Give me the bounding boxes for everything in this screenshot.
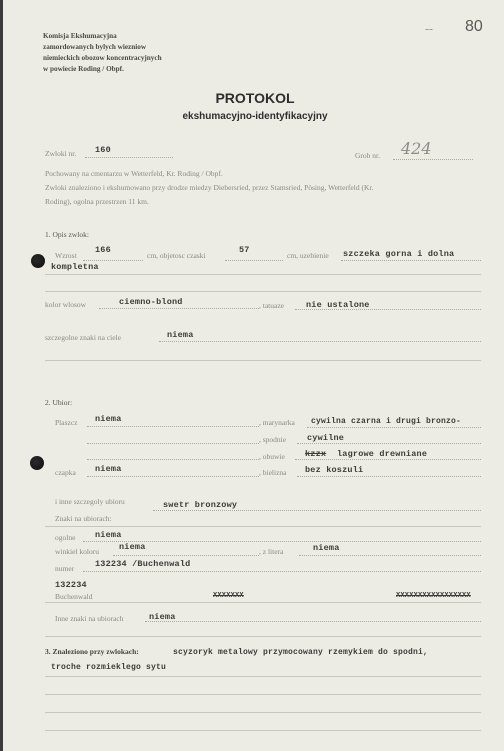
trousers-value: cywilne [307,433,345,443]
punch-hole-bottom [30,456,44,470]
section-2-title: 2. Ubior: [45,398,73,407]
found-items-line-2: troche rozmieklego sytu [51,663,167,672]
height-unit-label: cm, objetosc czaski [147,251,206,260]
commission-line-2: zamordowanych bylych wiezniow [43,43,147,51]
shoes-struck-text: kzzx [305,449,327,459]
burial-line-3: Roding), ogolna przestrzen 11 km. [45,197,149,206]
other-clothing-label: i inne szczegoly ubioru [55,497,125,506]
hair-label: kolor wlosow [45,300,87,309]
grave-label: Grob nr. [355,151,380,160]
teeth-value-continued: kompletna [51,262,99,272]
shoes-label: , obuwie [259,452,285,461]
remains-number: 160 [95,145,111,155]
jacket-value: cywilna czarna i drugi bronzo- [311,417,462,426]
height-value: 166 [95,245,111,255]
general-marks-value: niema [95,530,122,540]
height-label: Wzrost [55,251,77,260]
struck-text-right: XXXXXXXXXXXXXXXXX [396,592,471,600]
body-marks-label: szczegolne znaki na ciele [45,333,121,342]
underwear-value: bez koszuli [305,465,364,475]
dash-mark: -- [425,22,434,36]
other-clothing-value: swetr bronzowy [163,500,238,510]
underwear-label: , bielizna [259,468,287,477]
general-marks-label: ogolne [55,533,76,542]
teeth-value: szczeka gorna i dolna [343,249,455,259]
triangle-color-label: winkiel koloru [55,547,99,556]
section-1-title: 1. Opis zwlok: [45,230,89,239]
commission-line-4: w powiecie Roding / Obpf. [43,65,124,73]
stamp-number: 132234 [55,580,87,590]
letter-label: , z litera [259,547,284,556]
jacket-label: , marynarka [259,418,295,427]
number-value: 132234 /Buchenwald [95,559,191,569]
document-title: PROTOKOL [215,90,295,106]
teeth-label: cm, uzebienie [287,251,329,260]
other-marks-value: niema [149,612,176,622]
skull-value: 57 [239,245,250,255]
shoes-value: lagrowe drewniane [337,449,428,459]
cap-value: niema [95,464,122,474]
commission-line-3: niemieckich obozow koncentracyjnych [43,54,162,62]
stamp-camp: Buchenwald [55,592,93,601]
clothing-marks-label: Znaki na ubiorach: [55,514,112,523]
commission-line-1: Komisja Ekshumacyjna [43,32,117,40]
grave-number: 424 [401,139,432,158]
trousers-label: , spodnie [259,435,287,444]
punch-hole-top [31,254,45,268]
remains-label: Zwloki nr. [45,149,77,158]
document-subtitle: ekshumacyjno-identyfikacyjny [182,111,328,122]
other-marks-label: Inne znaki na ubiorach [55,614,124,623]
page-number: 80 [465,18,483,35]
number-label: numer [55,564,75,573]
struck-text-middle: XXXXXXX [213,592,244,600]
letter-value: niema [313,543,340,553]
coat-value: niema [95,414,122,424]
found-items-line-1: scyzoryk metalowy przymocowany rzemykiem do spodni, [173,648,429,657]
body-marks-value: niema [167,330,194,340]
tattoo-label: , tatuaze [259,301,284,310]
section-3-title: 3. Znaleziono przy zwlokach: [45,647,139,656]
tattoo-value: nie ustalone [306,300,370,310]
hair-value: ciemno-blond [119,297,183,307]
burial-line-1: Pochowany na cmentarzu w Wetterfeld, Kr. Roding / Obpf. [45,169,223,178]
cap-label: czapka [55,468,76,477]
burial-line-2: Zwloki znaleziono i ekshumowano przy drodze miedzy Diebersried, przez Stamsried, Pösing, Wetterfeld (Kr. [45,183,374,192]
triangle-color-value: niema [119,542,146,552]
coat-label: Plaszcz [55,418,78,427]
